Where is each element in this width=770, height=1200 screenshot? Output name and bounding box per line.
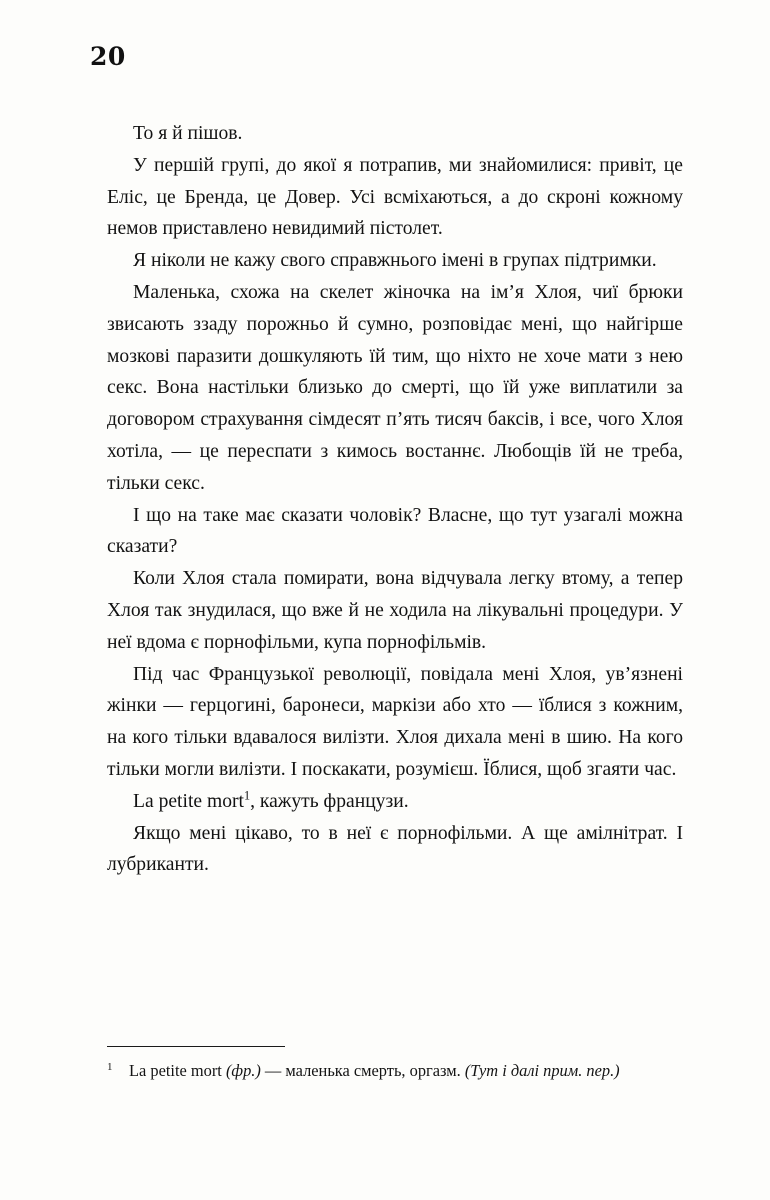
footnote-sentence-tail: , кажуть французи. (250, 790, 409, 812)
footnote-term: La petite mort (129, 1061, 222, 1080)
paragraph: Якщо мені цікаво, то в неї є порнофільми. А ще амілнітрат. І лубриканти. (107, 822, 683, 876)
footnote-separator: — (260, 1061, 286, 1080)
footnote-divider (107, 1046, 285, 1047)
paragraph: У першій групі, до якої я потрапив, ми знайомилися: привіт, це Еліс, це Бренда, це Довер. Усі всміхаються, а до скроні кожному немов приставлено невидимий пістолет. (107, 154, 683, 240)
paragraph: І що на таке має сказати чоловік? Власне, що тут узагалі можна сказати? (107, 504, 683, 558)
footnote-reference-marker[interactable]: 1 (244, 788, 251, 803)
footnote-definition: маленька смерть, оргазм. (285, 1061, 461, 1080)
page-body-text (107, 118, 683, 881)
paragraph-with-footnote (107, 786, 683, 818)
page-number: 20 (90, 42, 126, 71)
footnote-attribution: (Тут і далі прим. пер.) (464, 1061, 620, 1080)
paragraph: Маленька, схожа на скелет жіночка на ім’я Хлоя, чиї брюки звисають ззаду порожньо й сумно, розповідає мені, що найгірше мозкові паразити дошкуляють їй тим, що ніхто не хоче мати з нею секс. Вона настільки близько до смерті, що їй уже виплатили за договором страхування сімдесят п’ять тисяч баксів, і все, чого Хлоя хотіла, — це переспати з кимось востаннє. Любощів їй не треба, тільки секс. (107, 281, 683, 494)
paragraph: Я ніколи не кажу свого справжнього імені в групах підтримки. (133, 250, 657, 272)
paragraph: Під час Французької революції, повідала мені Хлоя, ув’язнені жінки — герцогині, баронеси, маркізи або хто — їблися з кожним, на кого тільки вдавалося вилізти. Хлоя дихала мені в шию. На кого тільки могли вилізти. І поскакати, розумієш. Їблися, щоб згаяти час. (107, 663, 683, 780)
paragraph: Коли Хлоя стала помирати, вона відчувала легку втому, а тепер Хлоя так знудилася, що вже й не ходила на лікувальні процедури. У неї вдома є порнофільми, купа порнофільмів. (107, 568, 683, 653)
footnote-term-inline: La petite mort (133, 790, 244, 812)
footnote-language-note: (фр.) (225, 1061, 261, 1080)
paragraph: То я й пішов. (133, 123, 243, 144)
footnote-block: 1 La petite mort (фр.) — маленька смерть, оргазм. (Тут і далі прим. пер.) (107, 1060, 620, 1080)
footnote-text (129, 1061, 620, 1080)
